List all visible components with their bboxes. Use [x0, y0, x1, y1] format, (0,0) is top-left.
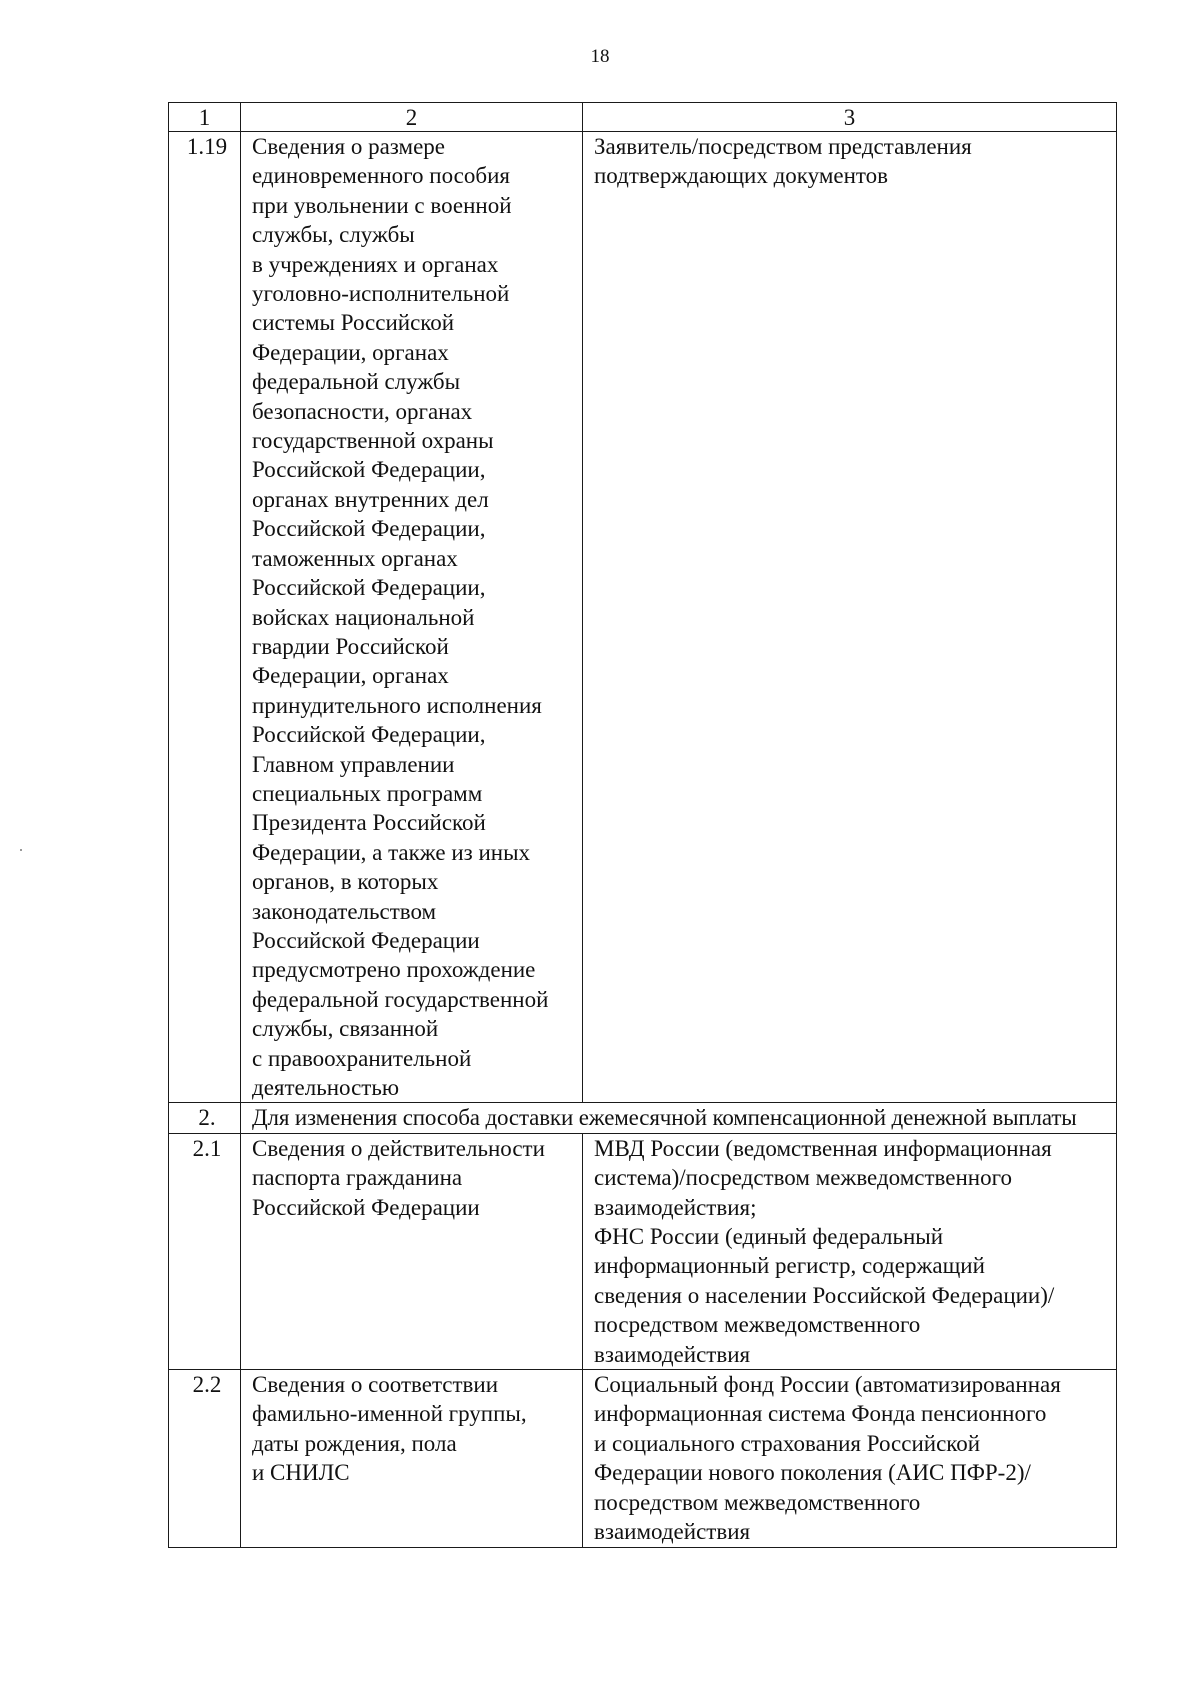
text-line: Российской Федерации, — [252, 575, 486, 601]
source-text — [594, 1134, 1110, 1369]
text-line: Российской Федерации, — [252, 722, 486, 748]
row-number: 2.2 — [169, 1370, 241, 1547]
text-line: таможенных органах — [252, 545, 458, 571]
text-line: единовременного пособия — [252, 163, 510, 189]
text-line: информационная система Фонда пенсионного — [594, 1401, 1047, 1427]
table-row — [169, 1133, 1117, 1369]
text-line: взаимодействия — [594, 1341, 751, 1367]
text-line: уголовно-исполнительной — [252, 281, 510, 307]
text-line: принудительного исполнения — [252, 692, 542, 718]
source-cell — [583, 1133, 1117, 1369]
text-line: органов, в которых — [252, 869, 439, 895]
text-line: посредством межведомственного — [594, 1489, 921, 1515]
text-line: службы, связанной — [252, 1016, 439, 1042]
text-line: Российской Федерации, — [252, 516, 486, 542]
header-cell-source: 3 — [583, 103, 1117, 132]
text-line: Сведения о соответствии — [252, 1372, 499, 1398]
row-number: 1.19 — [169, 132, 241, 1103]
info-text — [252, 1370, 576, 1488]
text-line: Федерации, органах — [252, 663, 449, 689]
text-line: Сведения о размере — [252, 134, 446, 159]
text-line: Российской Федерации — [252, 927, 480, 953]
text-line: МВД России (ведомственная информационная — [594, 1135, 1052, 1161]
info-cell — [241, 1133, 583, 1369]
text-line: органах внутренних дел — [252, 486, 489, 512]
text-line: с правоохранительной — [252, 1045, 472, 1071]
text-line: войсках национальной — [252, 604, 475, 630]
text-line: специальных программ — [252, 780, 483, 806]
table-row — [169, 132, 1117, 1103]
text-line: Российской Федерации — [252, 1194, 480, 1220]
text-line: Федерации, а также из иных — [252, 839, 531, 865]
section-title: Для изменения способа доставки ежемесячной компенсационной денежной выплаты — [241, 1103, 1117, 1133]
text-line: федеральной государственной — [252, 986, 549, 1012]
text-line: взаимодействия — [594, 1519, 751, 1545]
text-line: Российской Федерации, — [252, 457, 486, 483]
scan-speck — [20, 849, 22, 851]
source-text — [594, 132, 1110, 191]
text-line: информационный регистр, содержащий — [594, 1253, 985, 1279]
text-line: федеральной службы — [252, 369, 461, 395]
text-line: Заявитель/посредством представления — [594, 134, 972, 159]
source-cell — [583, 132, 1117, 1103]
text-line: даты рождения, пола — [252, 1430, 457, 1456]
text-line: сведения о населении Российской Федерации)/ — [594, 1282, 1055, 1308]
header-cell-information: 2 — [241, 103, 583, 132]
text-line: Президента Российской — [252, 810, 486, 836]
text-line: службы, службы — [252, 222, 415, 248]
text-line: и социального страхования Российской — [594, 1430, 981, 1456]
text-line: Социальный фонд России (автоматизированная — [594, 1372, 1061, 1398]
text-line: фамильно-именной группы, — [252, 1401, 527, 1427]
text-line: Сведения о действительности — [252, 1135, 545, 1161]
document-table — [168, 102, 1117, 1548]
text-line: система)/посредством межведомственного — [594, 1165, 1012, 1191]
row-number: 2.1 — [169, 1133, 241, 1369]
table-row — [169, 1370, 1117, 1547]
text-line: государственной охраны — [252, 428, 494, 454]
text-line: гвардии Российской — [252, 633, 449, 659]
text-line: безопасности, органах — [252, 398, 473, 424]
page-number: 18 — [590, 46, 610, 67]
text-line: предусмотрено прохождение — [252, 957, 536, 983]
info-text — [252, 1134, 576, 1222]
section-row — [169, 1103, 1117, 1133]
source-cell — [583, 1370, 1117, 1547]
text-line: взаимодействия; — [594, 1194, 757, 1220]
text-line: системы Российской — [252, 310, 455, 336]
text-line: и СНИЛС — [252, 1460, 350, 1486]
text-line: посредством межведомственного — [594, 1312, 921, 1338]
info-text — [252, 132, 576, 1102]
text-line: Федерации нового поколения (АИС ПФР-2)/ — [594, 1460, 1031, 1486]
header-cell-number: 1 — [169, 103, 241, 132]
text-line: паспорта гражданина — [252, 1165, 463, 1191]
text-line: в учреждениях и органах — [252, 251, 499, 277]
text-line: Федерации, органах — [252, 339, 449, 365]
info-cell — [241, 1370, 583, 1547]
text-line: подтверждающих документов — [594, 163, 889, 189]
section-number: 2. — [169, 1103, 241, 1133]
text-line: деятельностью — [252, 1075, 400, 1100]
table-header-row — [169, 103, 1117, 132]
info-cell — [241, 132, 583, 1103]
text-line: при увольнении с военной — [252, 192, 512, 218]
text-line: Главном управлении — [252, 751, 455, 777]
text-line: ФНС России (единый федеральный — [594, 1224, 944, 1250]
text-line: законодательством — [252, 898, 437, 924]
source-text — [594, 1370, 1110, 1546]
